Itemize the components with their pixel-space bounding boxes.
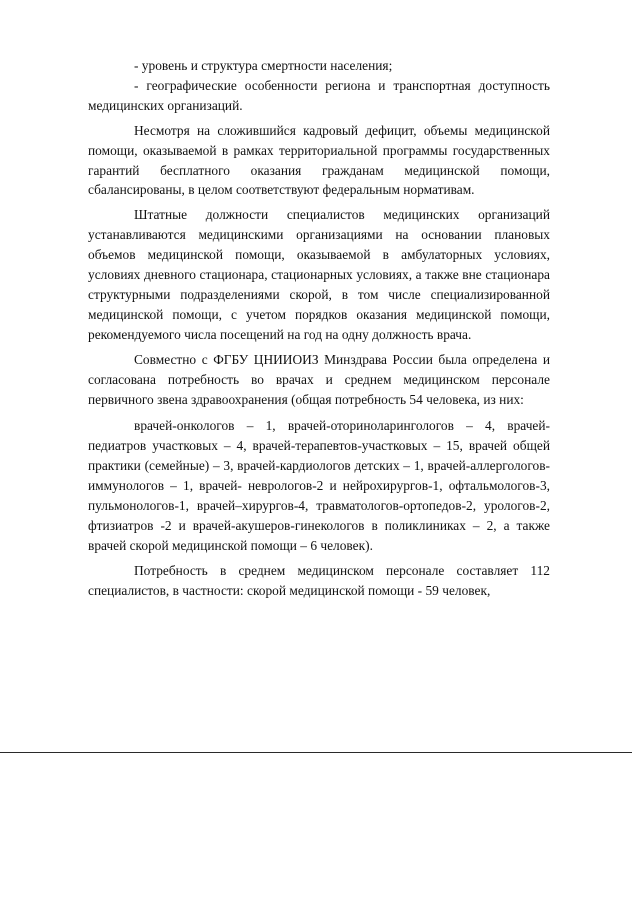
paragraph-staff-positions: Штатные должности специалистов медицинских организаций устанавливаются медицинскими организациями на основании плановых объемов медицинской помощи, оказываемой в амбулаторных условиях, условиях дневного стационара, стационарных условиях, а также вне стационара структурными подразделениями скорой, в том числе специализированной медицинской помощи, с учетом порядков оказания медицинской помощи, рекомендуемого числа посещений на год на одну должность врача. [88, 207, 550, 342]
paragraph-nursing-demand: Потребность в среднем медицинском персонале составляет 112 специалистов, в частности: скорой медицинской помощи - 59 человек, [88, 562, 550, 598]
page-divider [0, 752, 632, 753]
paragraph-geography: - географические особенности региона и транспортная доступность медицинских организаций. [88, 77, 550, 113]
paragraph-demand: Совместно с ФГБУ ЦНИИОИЗ Минздрава России была определена и согласована потребность во врачах и среднем медицинском персонале первичного звена здравоохранения (общая потребность 54 человека, из них: [88, 351, 550, 407]
document-body [88, 56, 550, 601]
paragraph-doctor-list: врачей-онкологов – 1, врачей-оториноларингологов – 4, врачей-педиатров участковых – 4, врачей-терапевтов-участковых – 15, врачей общей практики (семейные) – 3, врачей-кардиологов детских – 1, врачей-аллергологов- иммунологов – 1, врачей- неврологов-2 и нейрохирургов-1, офтальмологов-3, пульмонологов-1, врачей–хирургов-4, травматологов-ортопедов-2, урологов-2, фтизиатров -2 и врачей-акушеров-гинекологов в поликлиниках – 2, а также врачей скорой медицинской помощи – 6 человек). [88, 418, 550, 553]
paragraph-mortality: - уровень и структура смертности населения; [134, 58, 393, 73]
paragraph-volumes: Несмотря на сложившийся кадровый дефицит, объемы медицинской помощи, оказываемой в рамках территориальной программы государственных гарантий бесплатного оказания гражданам медицинской помощи, сбалансированы, в целом соответствуют федеральным нормативам. [88, 122, 550, 198]
